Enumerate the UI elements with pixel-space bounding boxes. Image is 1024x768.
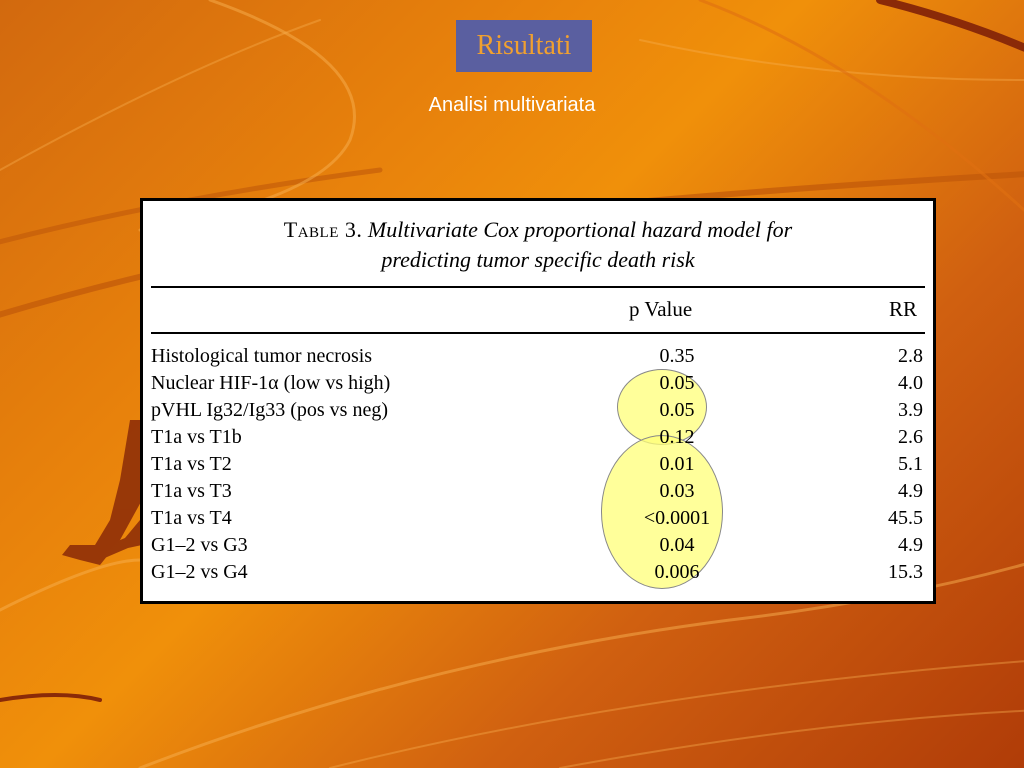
- row-label: Nuclear HIF-1α (low vs high): [151, 372, 391, 394]
- table-header-rule: [151, 332, 925, 334]
- row-label: pVHL Ig32/Ig33 (pos vs neg): [151, 399, 389, 421]
- row-p-value: 0.12: [659, 426, 695, 448]
- caption-line-1: Multivariate Cox proportional hazard model for: [367, 217, 793, 242]
- caption-lead: Table 3.: [283, 217, 363, 242]
- row-rr: 4.0: [898, 372, 923, 394]
- slide-subtitle: Analisi multivariata: [428, 94, 596, 116]
- table-row: [151, 507, 923, 534]
- table-row: [151, 453, 923, 480]
- row-label: Histological tumor necrosis: [151, 345, 373, 367]
- runner-silhouette: [62, 420, 142, 565]
- table-row: [151, 372, 923, 399]
- row-rr: 5.1: [898, 453, 923, 475]
- row-p-value: 0.04: [659, 534, 695, 556]
- table-row: [151, 399, 923, 426]
- row-p-value: 0.05: [659, 372, 695, 394]
- row-rr: 4.9: [898, 480, 923, 502]
- table-row: [151, 345, 923, 372]
- row-rr: 4.9: [898, 534, 923, 556]
- row-p-value: 0.05: [659, 399, 695, 421]
- row-p-value: <0.0001: [643, 507, 711, 529]
- row-p-value: 0.006: [654, 561, 700, 583]
- table-row: [151, 426, 923, 453]
- table-caption: [143, 215, 933, 275]
- row-p-value: 0.01: [659, 453, 695, 475]
- row-rr: 3.9: [898, 399, 923, 421]
- row-rr: 2.8: [898, 345, 923, 367]
- row-label: T1a vs T2: [151, 453, 232, 475]
- row-label: T1a vs T1b: [151, 426, 242, 448]
- table-top-rule: [151, 286, 925, 288]
- column-header-p-value: p Value: [629, 297, 693, 321]
- table-row: [151, 534, 923, 561]
- caption-line-2: predicting tumor specific death risk: [381, 247, 695, 272]
- row-p-value: 0.35: [659, 345, 695, 367]
- table-row: [151, 480, 923, 507]
- column-header-rr: RR: [888, 297, 917, 321]
- row-label: T1a vs T3: [151, 480, 232, 502]
- slide-title: Risultati: [456, 20, 592, 72]
- results-table: [140, 198, 936, 604]
- row-label: T1a vs T4: [151, 507, 232, 529]
- table-row: [151, 561, 923, 588]
- row-label: G1–2 vs G4: [151, 561, 248, 583]
- row-rr: 45.5: [888, 507, 923, 529]
- row-rr: 2.6: [898, 426, 923, 448]
- row-p-value: 0.03: [659, 480, 695, 502]
- row-rr: 15.3: [888, 561, 923, 583]
- row-label: G1–2 vs G3: [151, 534, 248, 556]
